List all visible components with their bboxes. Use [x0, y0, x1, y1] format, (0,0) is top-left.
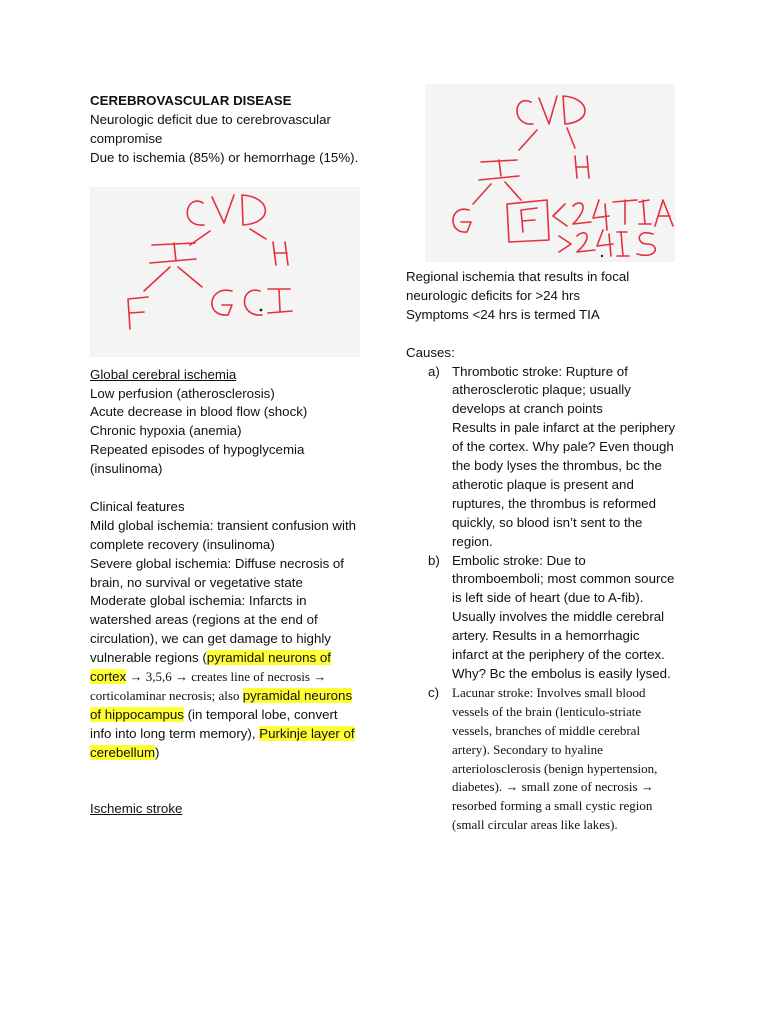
ischemic-stroke-heading: Ischemic stroke: [90, 801, 183, 817]
right-column: [406, 268, 678, 835]
cvd-sketch-left-drawing: [90, 187, 360, 357]
highlight-pyramidal-hippocampus: pyramidal neurons of hippocampus: [90, 688, 353, 722]
cause-text: Thrombotic stroke: Rupture of atherosclerotic plaque; usually develops at cranch points: [452, 363, 631, 417]
intro-line-2: Due to ischemia (85%) or hemorrhage (15%).: [90, 149, 359, 165]
intro-line-1: Neurologic deficit due to cerebrovascular compromise: [90, 111, 331, 146]
cvd-sketch-right: [425, 84, 675, 262]
cvd-sketch-right-drawing: [425, 84, 675, 262]
clinical-item: Severe global ischemia: Diffuse necrosis of brain, no survival or vegetative state: [90, 555, 344, 590]
clinical-item: Mild global ischemia: transient confusion with complete recovery (insulinoma): [90, 517, 357, 552]
cause-text: Embolic stroke: Due to thromboemboli; most common source is left side of heart (due to A-fib). Usually involves the middle cerebral artery. Results in a hemorrhagic infarct at the periphery of the cortex. Why? Bc the embolus is easily lysed.: [452, 552, 675, 682]
global-ischemia-heading: Global cerebral ischemia: [90, 366, 237, 382]
moderate-text-4: ): [155, 744, 160, 760]
cause-thrombotic: [406, 363, 678, 552]
global-item: Low perfusion (atherosclerosis): [90, 385, 275, 401]
tia-line: Symptoms <24 hrs is termed TIA: [406, 306, 600, 322]
regional-ischemia-line: Regional ischemia that results in focal neurologic deficits for >24 hrs: [406, 269, 630, 303]
list-marker: a): [428, 363, 440, 379]
moderate-text-3: (in temporal lobe, convert info into long term memory),: [90, 706, 338, 741]
list-marker: c): [428, 684, 440, 700]
global-item: Chronic hypoxia (anemia): [90, 423, 242, 439]
document-title: CEREBROVASCULAR DISEASE: [90, 93, 292, 108]
highlight-purkinje: Purkinje layer of cerebellum: [90, 725, 355, 760]
causes-list: [406, 363, 678, 836]
highlight-pyramidal-cortex: pyramidal neurons of cortex: [90, 650, 331, 685]
cvd-sketch-left: [90, 187, 360, 357]
moderate-text-1: Moderate global ischemia: Infarcts in watershed areas (regions at the end of circulation), we can get damage to highly vulnerable regions (: [90, 593, 331, 666]
cause-embolic: [406, 552, 678, 684]
list-marker: b): [428, 552, 440, 568]
causes-heading: Causes:: [406, 344, 455, 360]
global-item: Acute decrease in blood flow (shock): [90, 404, 308, 420]
moderate-text-2: → 3,5,6 → creates line of necrosis → corticolaminar necrosis; also: [90, 669, 327, 704]
cause-text: Lacunar stroke: Involves small blood vessels of the brain (lenticulo-striate vessels, branches of middle cerebral artery). Secondary to hyaline arteriolosclerosis (benign hypertension, diabetes). → small zone of necrosis → resorbed forming a small cystic region (small circular areas like lakes).: [452, 684, 658, 833]
cause-lacunar: [406, 684, 678, 835]
global-item: Repeated episodes of hypoglycemia (insulinoma): [90, 442, 305, 477]
cause-text-continued: Results in pale infarct at the periphery of the cortex. Why pale? Even though the body lyses the thrombus, bc the atherotic plaque is present and ruptures, the thrombus is reformed quickly, so blood isn’t sent to the region.: [452, 420, 676, 549]
moderate-ischemia-paragraph: [90, 592, 360, 762]
clinical-features-heading: Clinical features: [90, 498, 185, 514]
